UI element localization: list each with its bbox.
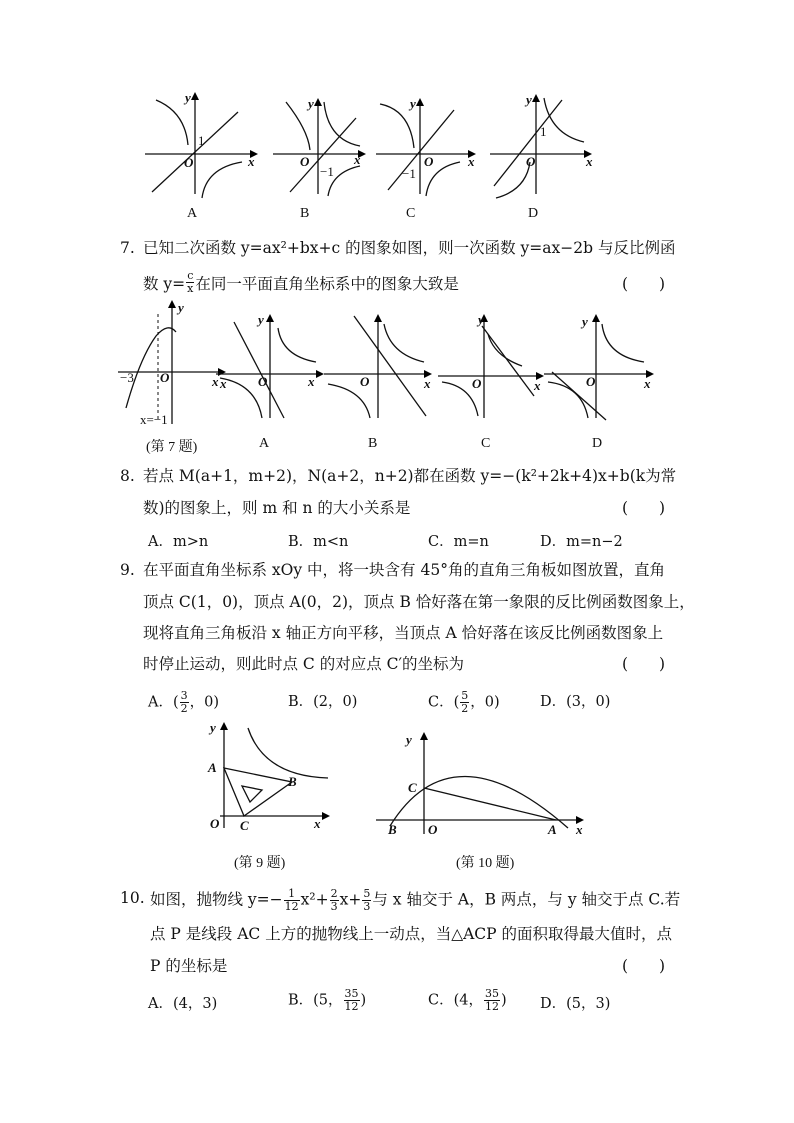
- q9-option-d: D．(3，0): [540, 694, 611, 710]
- q10-option-a: A．(4，3): [148, 996, 218, 1012]
- q6-graph-b: [268, 90, 368, 200]
- svg-text:x: x: [354, 152, 361, 167]
- svg-text:x: x: [468, 154, 475, 169]
- q9-bracket: ( ): [622, 655, 666, 673]
- q10-line1: 如图，抛物线 y=− $\frac{1}{12}$ x²+ $\frac{2}{3}$ x+ $\frac{5}{3}$ 与 x 轴交于 A，B 两点，与 y 轴交于点 C.若: [150, 887, 681, 913]
- q10-option-b: B．(5， $\frac{35}{12}$ ): [288, 987, 367, 1013]
- q6-graph-a: [140, 90, 260, 200]
- q7-option-d: [544, 312, 658, 422]
- svg-text:x: x: [220, 376, 227, 391]
- svg-text:x: x: [212, 374, 219, 389]
- q8-number: 8.: [120, 467, 135, 485]
- q9-option-a: A．( $\frac{3}{2}$ ，0): [148, 689, 220, 715]
- q6-label-b: B: [300, 206, 310, 221]
- svg-text:−1: −1: [320, 164, 334, 179]
- q7-number: 7.: [120, 239, 135, 257]
- y-label: y: [185, 90, 191, 105]
- q6-label-a: A: [187, 206, 198, 221]
- svg-text:y: y: [526, 92, 532, 107]
- q6-label-c: C: [406, 206, 416, 221]
- q8-option-b: B．m<n: [288, 534, 349, 550]
- origin-label: O: [184, 155, 194, 170]
- q10-fig-caption: (第 10 题): [456, 856, 515, 871]
- q9-option-b: B．(2，0): [288, 694, 358, 710]
- q9-line4: 时停止运动，则此时点 C 的对应点 C′的坐标为: [143, 655, 465, 673]
- q9-line3: 现将直角三角板沿 x 轴正方向平移，当顶点 A 恰好落在该反比例函数图象上: [143, 624, 664, 642]
- q9-number: 9.: [120, 561, 135, 579]
- q10-line3: P 的坐标是: [150, 957, 228, 975]
- q8-bracket: ( ): [622, 499, 666, 517]
- point-a-label: A: [208, 760, 217, 775]
- svg-text:B: B: [388, 822, 397, 837]
- q7-label-c: C: [481, 436, 491, 451]
- svg-text:O: O: [160, 370, 170, 385]
- svg-text:x: x: [644, 376, 651, 391]
- svg-text:x: x: [314, 816, 321, 831]
- svg-text:−1: −1: [402, 166, 416, 181]
- q7-label-b: B: [368, 436, 378, 451]
- svg-text:C: C: [408, 780, 417, 795]
- q10-figure: [372, 730, 592, 840]
- q8-option-a: A．m>n: [148, 534, 209, 550]
- q8-line1: 若点 M(a+1，m+2)，N(a+2，n+2)都在函数 y=−(k²+2k+4)x+b(k为常: [143, 467, 677, 485]
- q10-number: 10.: [120, 889, 145, 907]
- q6-graph-d: [486, 90, 596, 200]
- point-c-label: C: [240, 818, 249, 833]
- q7-main-figure: [118, 300, 228, 430]
- svg-text:O: O: [586, 374, 596, 389]
- q9-line2: 顶点 C(1，0)，顶点 A(0，2)，顶点 B 恰好落在第一象限的反比例函数图象上，: [143, 593, 695, 611]
- svg-text:O: O: [258, 374, 268, 389]
- svg-text:O: O: [526, 154, 536, 169]
- q10-option-c: C．(4， $\frac{35}{12}$ ): [428, 987, 507, 1013]
- q9-option-c: C．( $\frac{5}{2}$ ，0): [428, 689, 500, 715]
- svg-text:O: O: [360, 374, 370, 389]
- q7-option-b: [324, 312, 436, 422]
- q7-label-a: A: [259, 436, 270, 451]
- q10-line2: 点 P 是线段 AC 上方的抛物线上一动点，当△ACP 的面积取得最大值时，点: [150, 925, 673, 943]
- q7-option-c: [438, 310, 548, 422]
- q7-option-a: [216, 312, 326, 422]
- svg-text:−3: −3: [120, 370, 134, 385]
- q10-bracket: ( ): [622, 957, 666, 975]
- q7-line1: 已知二次函数 y=ax²+bx+c 的图象如图，则一次函数 y=ax−2b 与反比例函: [143, 239, 676, 257]
- q8-option-c: C．m=n: [428, 534, 489, 550]
- q9-fig-caption: (第 9 题): [234, 856, 286, 871]
- svg-text:y: y: [478, 312, 484, 327]
- q7-fig-caption: (第 7 题): [146, 440, 198, 455]
- q9-line1: 在平面直角坐标系 xOy 中，将一块含有 45°角的直角三角板如图放置，直角: [143, 561, 665, 579]
- svg-text:y: y: [210, 720, 216, 735]
- svg-text:x: x: [534, 378, 541, 393]
- svg-text:y: y: [410, 96, 416, 111]
- q7-bracket: ( ): [622, 275, 666, 293]
- svg-text:1: 1: [540, 124, 547, 139]
- q7-line2: 数 y= $\frac{c}{x}$ 在同一平面直角坐标系中的图象大致是: [143, 268, 459, 295]
- svg-text:x: x: [586, 154, 593, 169]
- q8-option-d: D．m=n−2: [540, 534, 623, 550]
- svg-text:y: y: [406, 732, 412, 747]
- svg-text:O: O: [210, 816, 220, 831]
- q6-graph-c: [376, 90, 476, 200]
- svg-text:y: y: [582, 314, 588, 329]
- point-b-label: B: [288, 774, 297, 789]
- x-label: x: [248, 154, 255, 169]
- svg-text:x=−1: x=−1: [140, 412, 168, 427]
- tick-1: 1: [198, 133, 205, 148]
- q8-line2: 数)的图象上，则 m 和 n 的大小关系是: [143, 499, 411, 517]
- q6-label-d: D: [528, 206, 539, 221]
- q10-option-d: D．(5，3): [540, 996, 611, 1012]
- svg-text:O: O: [300, 154, 310, 169]
- svg-text:x: x: [576, 822, 583, 837]
- svg-text:y: y: [308, 96, 314, 111]
- q7-label-d: D: [592, 436, 603, 451]
- svg-text:O: O: [428, 822, 438, 837]
- svg-text:x: x: [308, 374, 315, 389]
- q9-figure: [204, 720, 334, 832]
- svg-text:x: x: [424, 376, 431, 391]
- svg-text:O: O: [472, 376, 482, 391]
- svg-text:y: y: [178, 300, 184, 315]
- svg-text:O: O: [424, 154, 434, 169]
- svg-text:A: A: [548, 822, 557, 837]
- svg-text:y: y: [258, 312, 264, 327]
